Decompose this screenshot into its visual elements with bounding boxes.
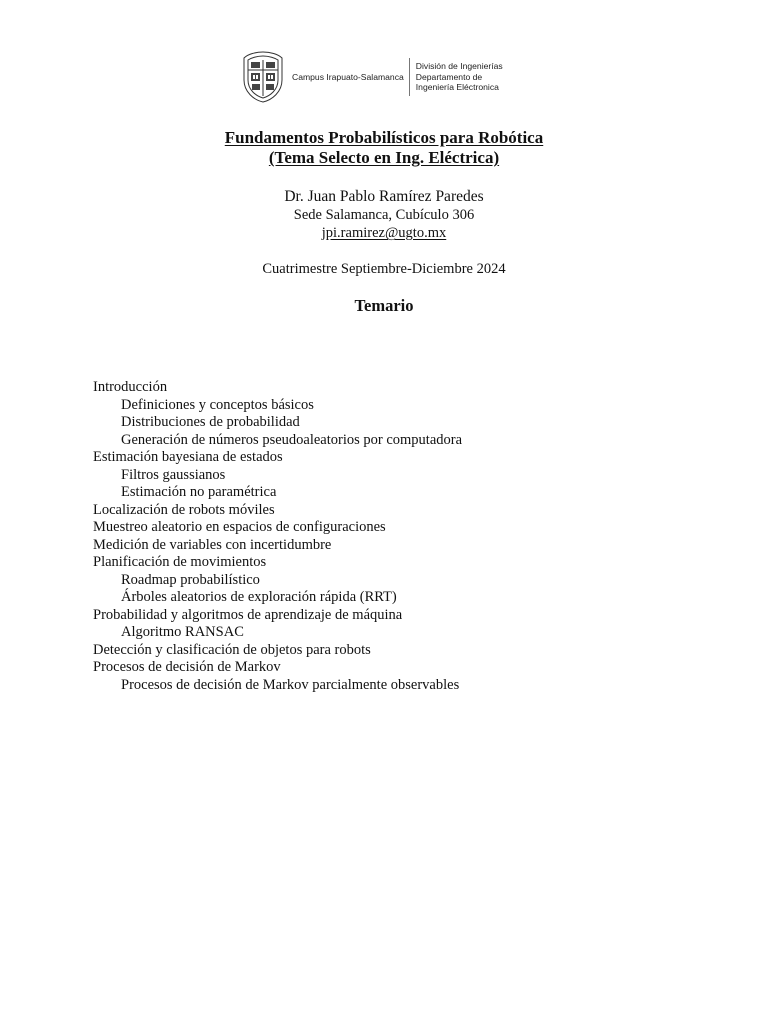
author-block xyxy=(0,188,768,242)
syllabus-topic: Detección y clasificación de objetos para robots xyxy=(93,641,371,658)
syllabus-subtopic: Roadmap probabilístico xyxy=(121,571,260,588)
term-line: Cuatrimestre Septiembre-Diciembre 2024 xyxy=(262,261,506,277)
syllabus-topic: Medición de variables con incertidumbre xyxy=(93,536,332,553)
division-line: División de Ingenierías xyxy=(415,60,503,71)
syllabus-topic: Procesos de decisión de Markov xyxy=(93,659,281,675)
author-office: Sede Salamanca, Cubículo 306 xyxy=(293,207,475,223)
syllabus-subtopic: Generación de números pseudoaleatorios por computadora xyxy=(121,431,463,448)
syllabus-list xyxy=(93,379,462,694)
syllabus-topic: Muestreo aleatorio en espacios de configuraciones xyxy=(93,519,386,535)
syllabus-topic: Probabilidad y algoritmos de aprendizaje de máquina xyxy=(93,606,403,623)
syllabus-topic: Localización de robots móviles xyxy=(93,501,275,518)
section-heading: Temario xyxy=(354,296,414,315)
syllabus-topic: Introducción xyxy=(93,379,168,395)
syllabus-subtopic: Árboles aleatorios de exploración rápida (RRT) xyxy=(121,589,397,605)
letterhead xyxy=(240,48,503,106)
course-title-line2: (Tema Selecto en Ing. Eléctrica) xyxy=(268,148,500,167)
syllabus-subtopic: Definiciones y conceptos básicos xyxy=(121,396,314,413)
author-name: Dr. Juan Pablo Ramírez Paredes xyxy=(284,188,484,205)
course-title-line1: Fundamentos Probabilísticos para Robótica xyxy=(224,128,544,147)
campus-name: Campus Irapuato-Salamanca xyxy=(292,72,404,82)
syllabus-subtopic: Estimación no paramétrica xyxy=(121,484,277,500)
syllabus-subtopic: Procesos de decisión de Markov parcialmente observables xyxy=(121,676,460,693)
course-title xyxy=(0,128,768,168)
syllabus-subtopic: Distribuciones de probabilidad xyxy=(121,414,300,430)
author-email-link[interactable]: jpi.ramirez@ugto.mx xyxy=(321,225,447,241)
division-block xyxy=(416,61,503,93)
department-name-line: Ingeniería Eléctronica xyxy=(415,82,499,93)
letterhead-divider xyxy=(409,58,410,96)
syllabus-topic: Planificación de movimientos xyxy=(93,554,267,570)
syllabus-subtopic: Filtros gaussianos xyxy=(121,466,226,483)
department-line: Departamento de xyxy=(415,71,483,82)
syllabus-topic: Estimación bayesiana de estados xyxy=(93,449,283,465)
university-seal-icon xyxy=(240,50,286,104)
syllabus-subtopic: Algoritmo RANSAC xyxy=(121,624,244,640)
